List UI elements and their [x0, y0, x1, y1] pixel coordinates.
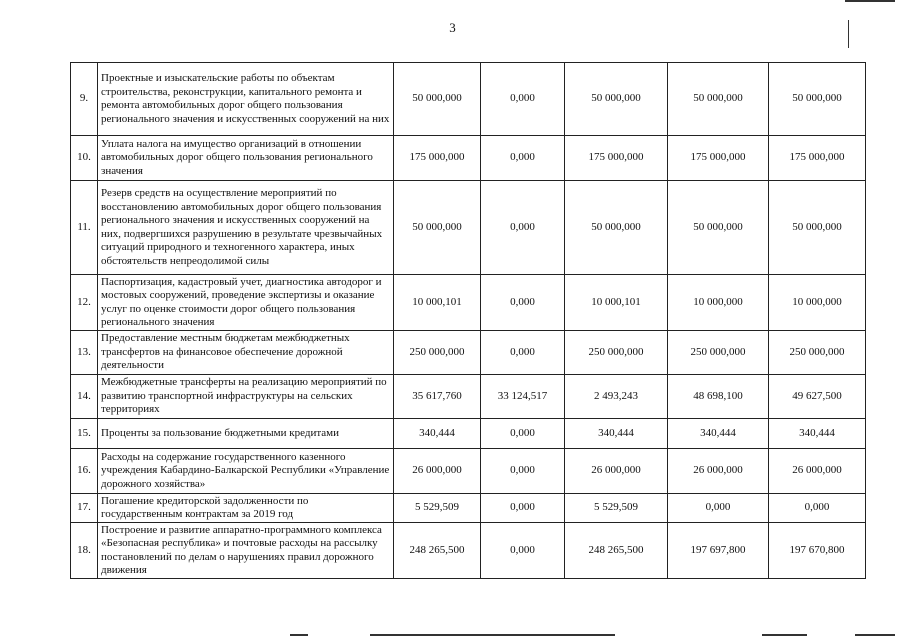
row-number: 16. [71, 449, 98, 494]
row-value-3: 5 529,509 [565, 494, 668, 523]
table-row [71, 275, 866, 331]
table-row [71, 331, 866, 375]
row-number: 18. [71, 523, 98, 579]
table-row [71, 136, 866, 181]
row-total: 50 000,000 [394, 63, 481, 136]
scan-artifact-bottom-3 [762, 634, 807, 636]
row-value-2: 0,000 [481, 63, 565, 136]
row-number: 14. [71, 375, 98, 419]
row-number: 12. [71, 275, 98, 331]
row-description: Уплата налога на имущество организаций в отношении автомобильных дорог общего пользования регионального значения [98, 136, 394, 181]
row-total: 35 617,760 [394, 375, 481, 419]
row-total: 175 000,000 [394, 136, 481, 181]
row-value-2: 0,000 [481, 449, 565, 494]
table-row [71, 419, 866, 449]
row-description: Расходы на содержание государственного казенного учреждения Кабардино-Балкарской Республики «Управление дорожного хозяйства» [98, 449, 394, 494]
row-description: Проектные и изыскательские работы по объектам строительства, реконструкции, капитального ремонта и ремонта автомобильных дорог общего пользования регионального значения и искусственных сооружений на них [98, 63, 394, 136]
row-value-2: 0,000 [481, 523, 565, 579]
row-value-2: 0,000 [481, 494, 565, 523]
row-value-4: 0,000 [668, 494, 769, 523]
row-value-4: 175 000,000 [668, 136, 769, 181]
row-description: Паспортизация, кадастровый учет, диагностика автодорог и мостовых сооружений, проведение экспертизы и оказание услуг по оценке стоимости дорог общего пользования регионального значения [98, 275, 394, 331]
row-value-5: 175 000,000 [769, 136, 866, 181]
row-value-2: 0,000 [481, 419, 565, 449]
row-description: Предоставление местным бюджетам межбюджетных трансфертов на финансовое обеспечение дорожной деятельности [98, 331, 394, 375]
scan-artifact-top-right [845, 0, 895, 2]
scan-artifact-bottom-2 [370, 634, 615, 636]
table-row [71, 181, 866, 275]
row-value-3: 175 000,000 [565, 136, 668, 181]
row-value-4: 10 000,000 [668, 275, 769, 331]
row-value-5: 49 627,500 [769, 375, 866, 419]
table-row [71, 63, 866, 136]
table-row [71, 449, 866, 494]
row-number: 9. [71, 63, 98, 136]
row-number: 15. [71, 419, 98, 449]
row-value-5: 250 000,000 [769, 331, 866, 375]
row-total: 340,444 [394, 419, 481, 449]
row-value-4: 197 697,800 [668, 523, 769, 579]
row-value-3: 248 265,500 [565, 523, 668, 579]
row-description: Межбюджетные трансферты на реализацию мероприятий по развитию транспортной инфраструктуры на сельских территориях [98, 375, 394, 419]
budget-table [70, 62, 866, 579]
row-number: 11. [71, 181, 98, 275]
row-number: 13. [71, 331, 98, 375]
row-total: 5 529,509 [394, 494, 481, 523]
row-value-3: 250 000,000 [565, 331, 668, 375]
row-number: 10. [71, 136, 98, 181]
row-description: Проценты за пользование бюджетными кредитами [98, 419, 394, 449]
row-total: 50 000,000 [394, 181, 481, 275]
row-value-5: 50 000,000 [769, 63, 866, 136]
row-value-5: 50 000,000 [769, 181, 866, 275]
row-value-4: 50 000,000 [668, 63, 769, 136]
row-value-5: 10 000,000 [769, 275, 866, 331]
row-value-3: 2 493,243 [565, 375, 668, 419]
scan-artifact-bottom-4 [855, 634, 895, 636]
table-row [71, 523, 866, 579]
row-value-5: 0,000 [769, 494, 866, 523]
row-value-3: 340,444 [565, 419, 668, 449]
row-value-4: 48 698,100 [668, 375, 769, 419]
row-value-5: 340,444 [769, 419, 866, 449]
row-value-2: 33 124,517 [481, 375, 565, 419]
scan-artifact-vertical [848, 20, 849, 48]
row-value-4: 26 000,000 [668, 449, 769, 494]
row-value-3: 50 000,000 [565, 181, 668, 275]
row-total: 248 265,500 [394, 523, 481, 579]
row-value-2: 0,000 [481, 275, 565, 331]
row-value-3: 50 000,000 [565, 63, 668, 136]
row-value-4: 50 000,000 [668, 181, 769, 275]
row-value-4: 340,444 [668, 419, 769, 449]
row-description: Построение и развитие аппаратно-программного комплекса «Безопасная республика» и почтовые расходы на рассылку постановлений по делам о нарушениях правил дорожного движения [98, 523, 394, 579]
row-total: 26 000,000 [394, 449, 481, 494]
row-description: Резерв средств на осуществление мероприятий по восстановлению автомобильных дорог общего пользования регионального значения и искусственных сооружений на них, подвергшихся разрушению в результате чрезвычайных ситуаций природного и техногенного характера, иных обстоятельств непреодолимой силы [98, 181, 394, 275]
table-row [71, 375, 866, 419]
row-total: 10 000,101 [394, 275, 481, 331]
row-description: Погашение кредиторской задолженности по государственным контрактам за 2019 год [98, 494, 394, 523]
row-value-3: 26 000,000 [565, 449, 668, 494]
row-value-2: 0,000 [481, 331, 565, 375]
row-value-2: 0,000 [481, 181, 565, 275]
row-total: 250 000,000 [394, 331, 481, 375]
row-value-3: 10 000,101 [565, 275, 668, 331]
table-row [71, 494, 866, 523]
row-value-5: 26 000,000 [769, 449, 866, 494]
row-number: 17. [71, 494, 98, 523]
row-value-4: 250 000,000 [668, 331, 769, 375]
row-value-2: 0,000 [481, 136, 565, 181]
row-value-5: 197 670,800 [769, 523, 866, 579]
page-number: 3 [449, 20, 456, 35]
scan-artifact-bottom-1 [290, 634, 308, 636]
